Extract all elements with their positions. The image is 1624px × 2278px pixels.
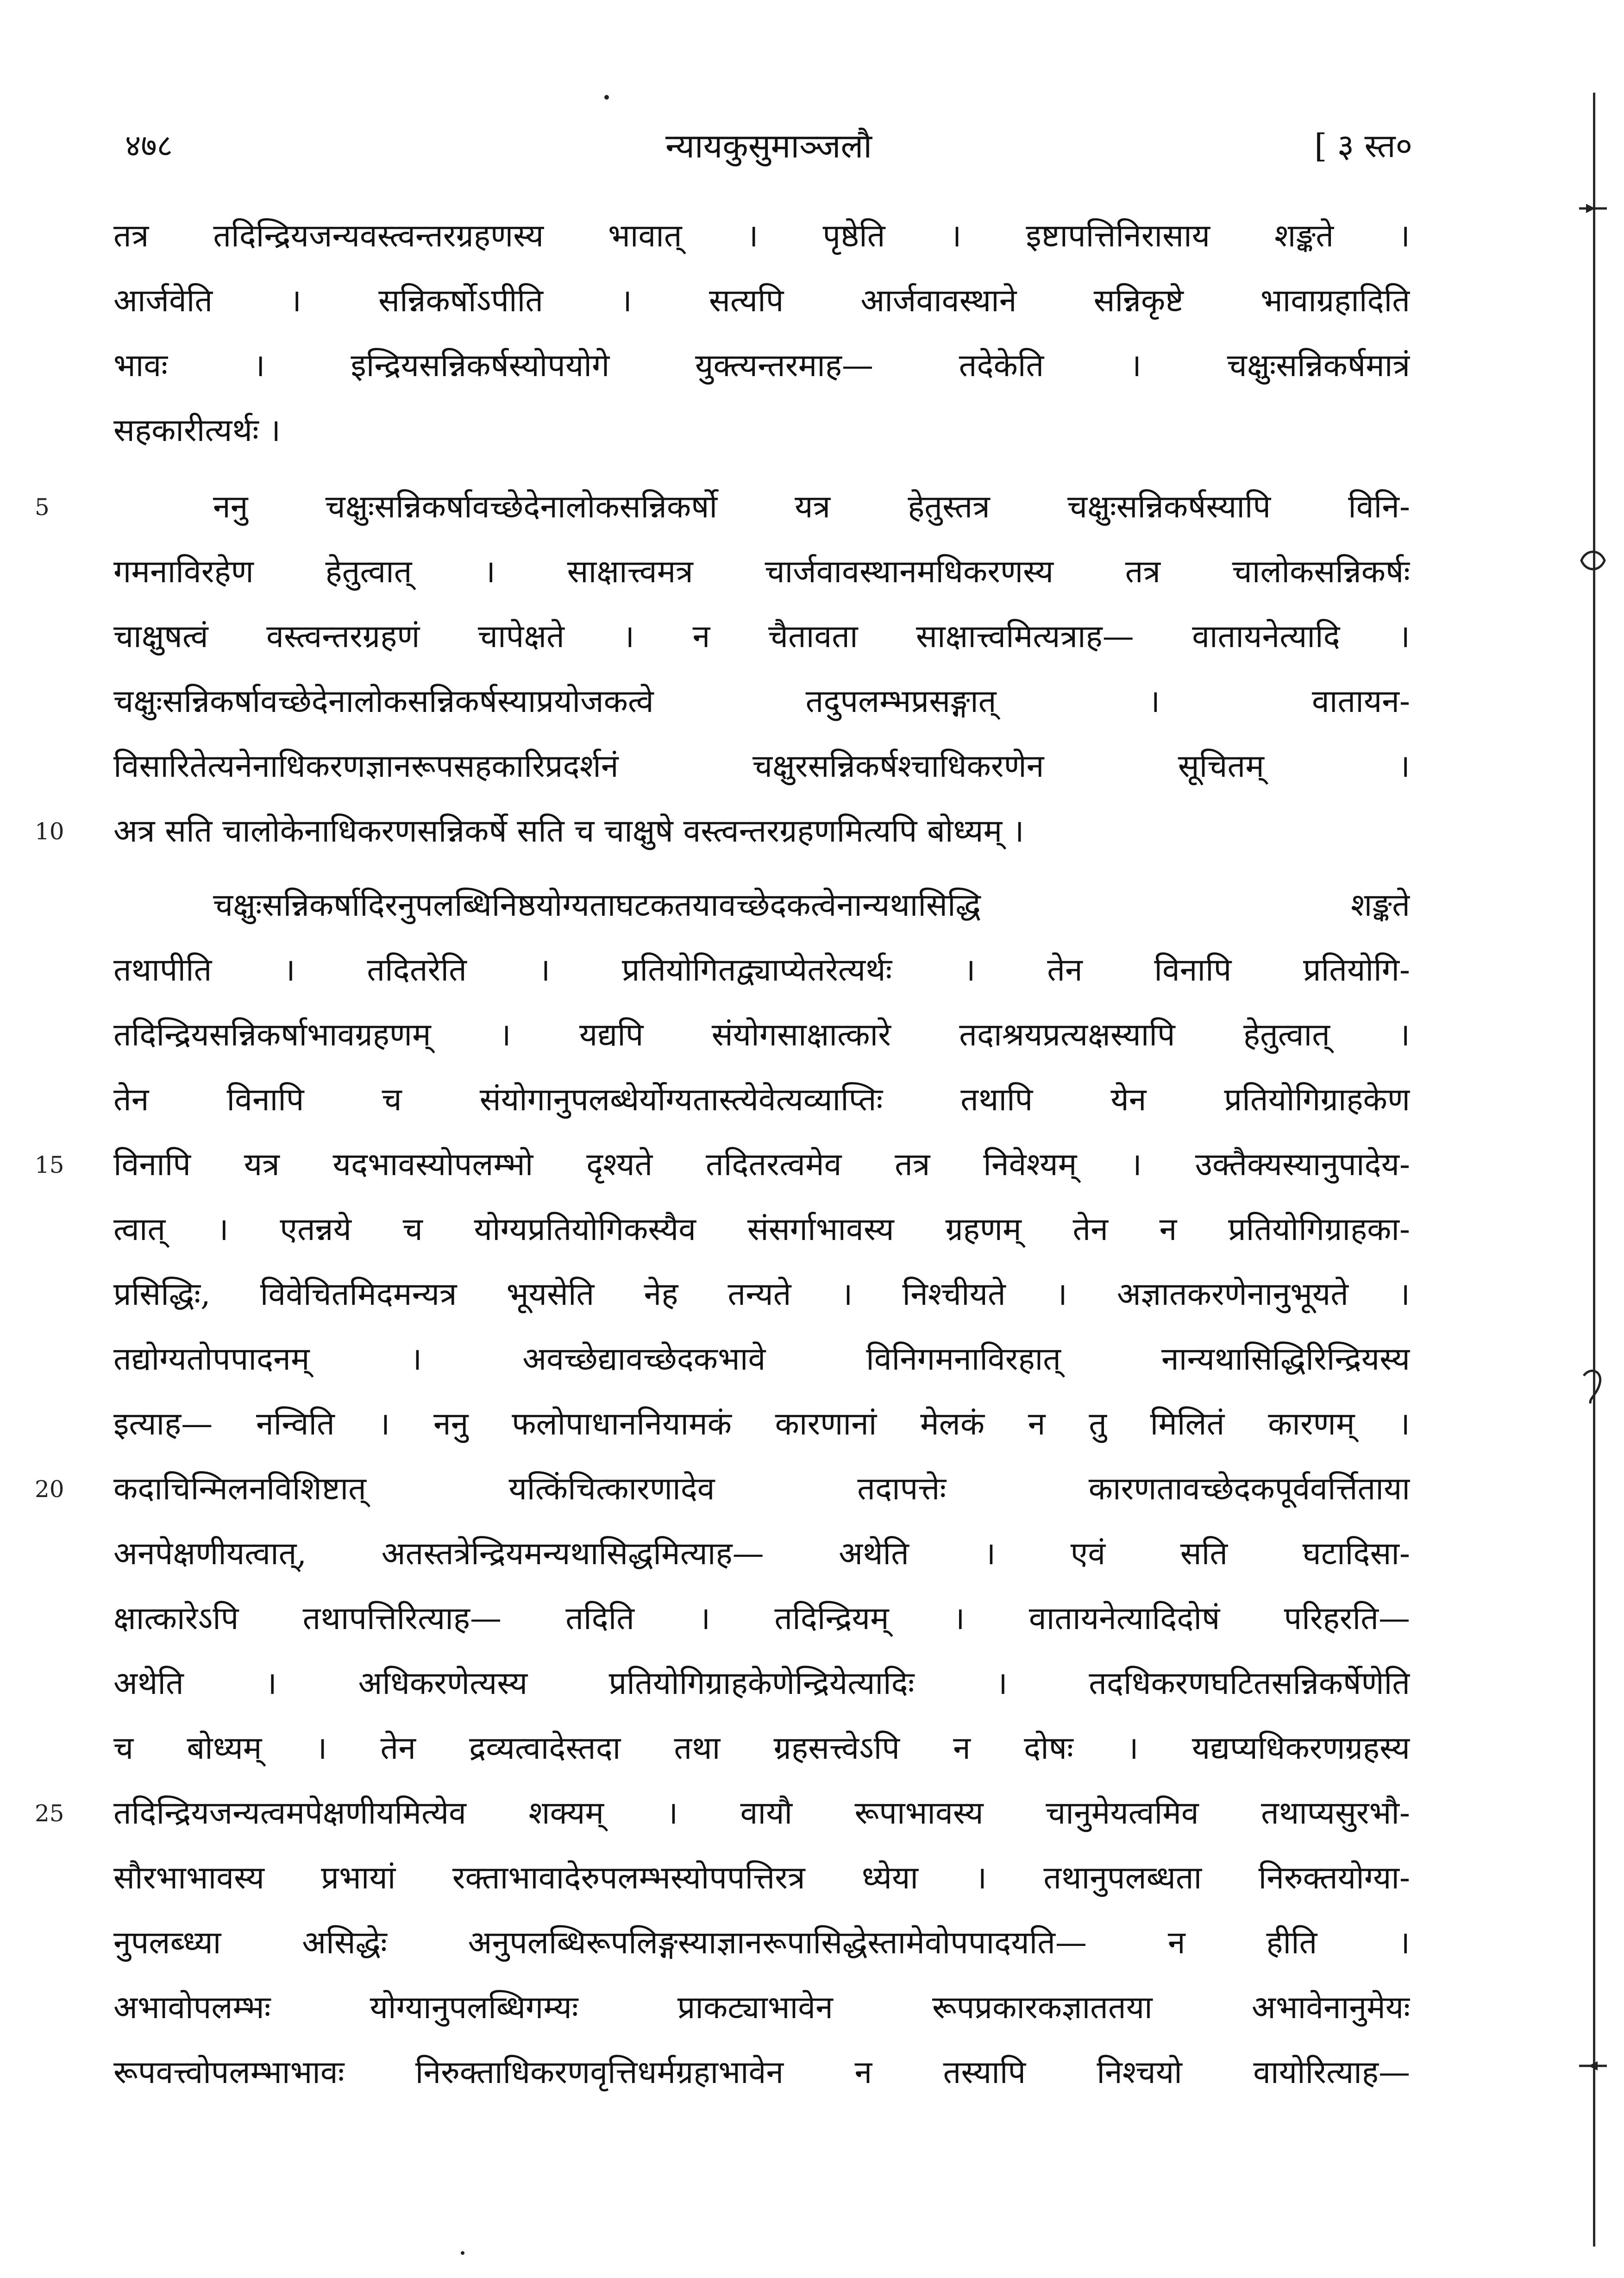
running-header: [125, 116, 1412, 176]
line-number: [35, 273, 90, 329]
text-line: अभावोपलम्भः योग्यानुपलब्धिगम्यः प्राकट्याभावेन रूपप्रकारकज्ञाततया अभावेनानुमेयः: [113, 1989, 1410, 2026]
line-number: [35, 1007, 90, 1063]
text-line: प्रसिद्धिः, विवेचितमिदमन्यत्र भूयसेति नेह तन्यते । निश्चीयते । अज्ञातकरणेनानुभूयते ।: [113, 1276, 1410, 1313]
text-line: भावः । इन्द्रियसन्निकर्षस्योपयोगे युक्त्यन्तरमाह— तदेकेति । चक्षुःसन्निकर्षमात्रं: [113, 347, 1410, 384]
binding-tick-mark: [1577, 2057, 1609, 2075]
text-line: तेन विनापि च संयोगानुपलब्धेर्योग्यतास्त्येवेत्यव्याप्तिः तथापि येन प्रतियोगिग्राहकेण: [113, 1082, 1410, 1118]
text-line: चाक्षुषत्वं वस्त्वन्तरग्रहणं चापेक्षते । न चैतावता साक्षात्त्वमित्यत्राह— वातायनेत्यादि ।: [113, 618, 1410, 655]
text-line: क्षात्कारेऽपि तथापत्तिरित्याह— तदिति । तदिन्द्रियम् । वातायनेत्यादिदोषं परिहरति—: [113, 1600, 1410, 1637]
line-number: [35, 1850, 90, 1906]
text-line: सौरभाभावस्य प्रभायां रक्ताभावादेरुपलम्भस्योपपत्तिरत्र ध्येया । तथानुपलब्धता निरुक्तयोग्या-: [113, 1860, 1410, 1896]
line-number: [35, 1526, 90, 1582]
text-line: अनपेक्षणीयत्वात्, अतस्तत्रेन्द्रियमन्यथासिद्धमित्याह— अथेति । एवं सति घटादिसा-: [113, 1535, 1410, 1572]
line-number: [35, 2045, 90, 2101]
print-speck: [604, 95, 609, 100]
text-line: नुपलब्ध्या असिद्धेः अनुपलब्धिरूपलिङ्गस्याज्ञानरूपासिद्धेस्तामेवोपपादयति— न हीति ।: [113, 1925, 1410, 1961]
line-number: [35, 1332, 90, 1387]
line-number: [35, 1591, 90, 1647]
text-line: कदाचिन्मिलनविशिष्टात् यत्किंचित्कारणादेव तदापत्तेः कारणतावच्छेदकपूर्ववर्त्तिताया: [113, 1471, 1410, 1507]
text-line: रूपवत्त्वोपलम्भाभावः निरुक्ताधिकरणवृत्तिधर्मग्रहाभावेन न तस्यापि निश्चयो वायोरित्याह—: [113, 2054, 1410, 2091]
section-marker: [ ३ स्त०: [1314, 127, 1412, 165]
line-number: 5: [35, 494, 50, 521]
line-number: 15: [35, 1152, 64, 1178]
text-line: च बोध्यम् । तेन द्रव्यत्वादेस्तदा तथा ग्रहसत्त्वेऽपि न दोषः । यद्यप्यधिकरणग्रहस्य: [113, 1730, 1410, 1767]
binding-edge-line: [1593, 93, 1595, 2247]
line-number: [35, 609, 90, 665]
text-line: सहकारीत्यर्थः ।: [113, 412, 281, 449]
line-number: [35, 674, 90, 730]
text-line: चक्षुःसन्निकर्षावच्छेदेनालोकसन्निकर्षस्याप्रयोजकत्वे तदुपलम्भप्रसङ्गात् । वातायन-: [113, 683, 1410, 720]
print-speck: [461, 2251, 464, 2255]
text-line: तत्र तदिन्द्रियजन्यवस्त्वन्तरग्रहणस्य भावात् । पृष्ठेति । इष्टापत्तिनिरासाय शङ्कते ।: [113, 218, 1410, 254]
text-line: चक्षुःसन्निकर्षादिरनुपलब्धिनिष्ठयोग्यताघटकतयावच्छेदकत्वेनान्यथासिद्धि शङ्कते: [213, 887, 1410, 924]
text-line: विनापि यत्र यदभावस्योपलम्भो दृश्यते तदितरत्वमेव तत्र निवेश्यम् । उक्तैक्यस्यानुपादेय-: [113, 1146, 1410, 1183]
text-line: ननु चक्षुःसन्निकर्षावच्छेदेनालोकसन्निकर्षो यत्र हेतुस्तत्र चक्षुःसन्निकर्षस्यापि विनि-: [213, 489, 1410, 525]
binding-clip-mark: [1577, 1366, 1609, 1403]
text-line: तथापीति । तदितरेति । प्रतियोगितद्व्याप्येतरेत्यर्थः । तेन विनापि प्रतियोगि-: [113, 952, 1410, 988]
text-line: त्वात् । एतन्नये च योग्यप्रतियोगिकस्यैव संसर्गाभावस्य ग्रहणम् तेन न प्रतियोगिग्राहका-: [113, 1211, 1410, 1248]
text-line: गमनाविरहेण हेतुत्वात् । साक्षात्त्वमत्र चार्जवावस्थानमधिकरणस्य तत्र चालोकसन्निकर्षः: [113, 554, 1410, 590]
line-number: [35, 1721, 90, 1776]
text-line: अत्र सति चालोकेनाधिकरणसन्निकर्षे सति च चाक्षुषे वस्त्वन्तरग्रहणमित्यपि बोध्यम् ।: [113, 813, 1024, 850]
line-number: [35, 208, 90, 264]
line-number: [35, 1656, 90, 1712]
line-number: [35, 1202, 90, 1258]
line-number: 20: [35, 1476, 64, 1503]
line-number: [35, 1072, 90, 1128]
text-line: तदिन्द्रियसन्निकर्षाभावग्रहणम् । यद्यपि संयोगसाक्षात्कारे तदाश्रयप्रत्यक्षस्यापि हेतुत्वात् ।: [113, 1017, 1410, 1053]
text-line: तदिन्द्रियजन्यत्वमपेक्षणीयमित्येव शक्यम् । वायौ रूपाभावस्य चानुमेयत्वमिव तथाप्यसुरभौ-: [113, 1795, 1410, 1831]
line-number: [35, 1980, 90, 2036]
line-number: [35, 943, 90, 998]
binding-clip-mark: [1577, 547, 1609, 574]
page-number: ४७८: [125, 128, 173, 164]
text-line: अथेति । अधिकरणेत्यस्य प्रतियोगिग्राहकेणेन्द्रियेत्यादिः । तदधिकरणघटितसन्निकर्षेणेति: [113, 1665, 1410, 1702]
book-title: न्यायकुसुमाञ्जलौ: [665, 126, 872, 165]
line-number: [35, 1267, 90, 1322]
line-number: [35, 338, 90, 394]
binding-tick-mark: [1577, 199, 1609, 218]
line-number: [35, 403, 90, 459]
text-line: इत्याह— नन्विति । ननु फलोपाधाननियामकं कारणानां मेलकं न तु मिलितं कारणम् ।: [113, 1406, 1410, 1442]
text-line: विसारितेत्यनेनाधिकरणज्ञानरूपसहकारिप्रदर्शनं चक्षुरसन्निकर्षश्चाधिकरणेन सूचितम् ।: [113, 748, 1410, 785]
text-line: तद्योग्यतोपपादनम् । अवच्छेद्यावच्छेदकभावे विनिगमनाविरहात् नान्यथासिद्धिरिन्द्रियस्य: [113, 1341, 1410, 1378]
line-number: [35, 739, 90, 794]
line-number: 25: [35, 1800, 64, 1827]
line-number: [35, 544, 90, 600]
line-number: [35, 1397, 90, 1452]
text-line: आर्जवेति । सन्निकर्षोऽपीति । सत्यपि आर्जवावस्थाने सन्निकृष्टे भावाग्रहादिति: [113, 283, 1410, 319]
line-number: [35, 878, 90, 933]
line-number: 10: [35, 818, 64, 845]
line-number: [35, 1915, 90, 1971]
